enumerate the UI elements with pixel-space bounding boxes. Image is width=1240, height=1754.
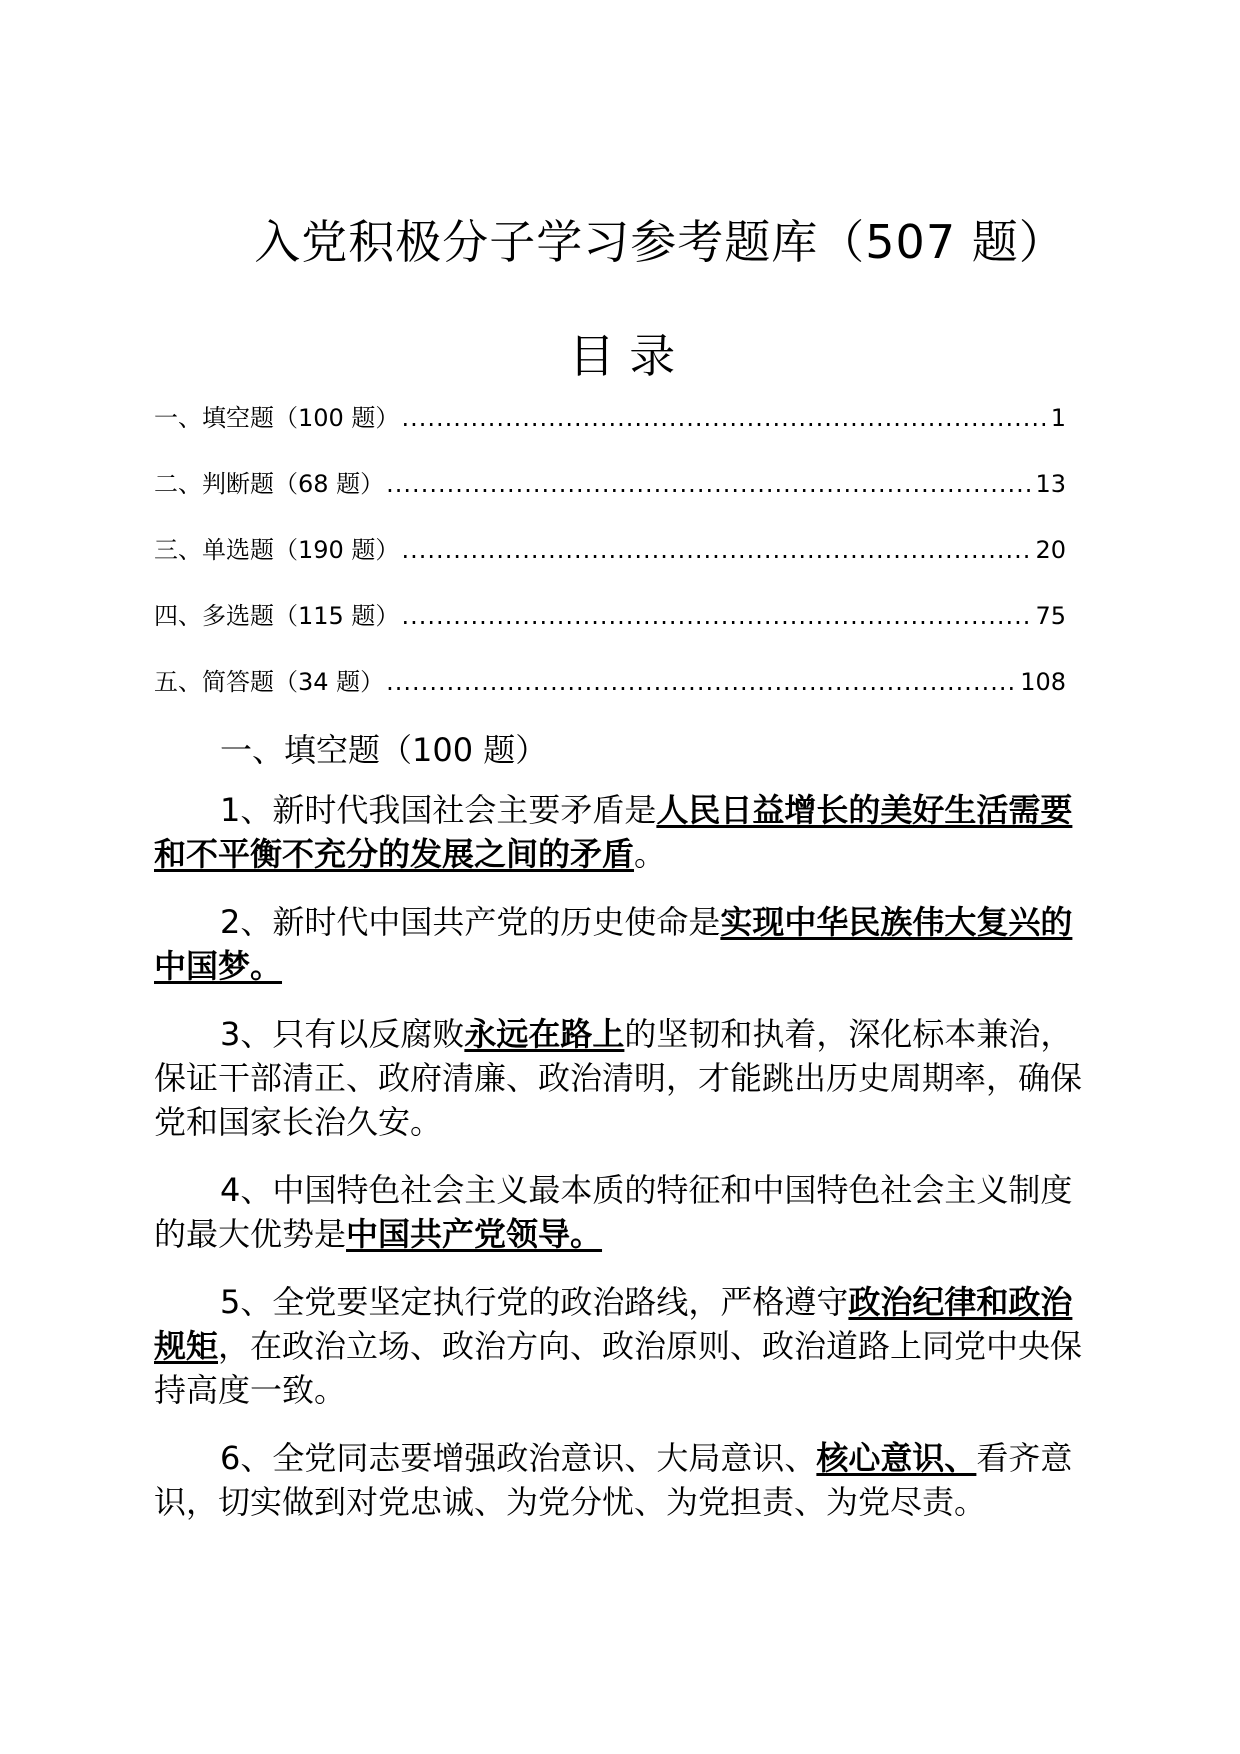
- toc-entry-label: 二、判断题（68 题）: [154, 470, 385, 498]
- answer-text: 中国共产党领导。: [346, 1215, 603, 1253]
- question-item: [154, 1012, 1088, 1144]
- toc-dot-leader: [386, 466, 1033, 502]
- toc-dot-leader: [401, 400, 1048, 436]
- toc-entry-page: 20: [1035, 536, 1066, 564]
- toc-dot-leader: [386, 664, 1018, 700]
- question-text: 2、新时代中国共产党的历史使命是: [220, 903, 721, 941]
- question-text-tail: 看齐意识，切实做到对党忠诚、为党分忧、为党担责、为党尽责。: [154, 1439, 1073, 1521]
- toc-entry-label: 四、多选题（115 题）: [154, 602, 400, 630]
- toc-dot-leader: [401, 598, 1033, 634]
- question-text: 6、全党同志要增强政治意识、大局意识、: [220, 1439, 817, 1477]
- toc-entry-label: 五、简答题（34 题）: [154, 668, 385, 696]
- question-item: [154, 1280, 1088, 1412]
- question-text: 3、只有以反腐败: [220, 1015, 465, 1053]
- toc-entry-page: 108: [1020, 668, 1066, 696]
- toc-entry-page: 13: [1035, 470, 1066, 498]
- section-heading: 一、填空题（100 题）: [220, 731, 548, 769]
- toc-dot-leader: [401, 532, 1033, 568]
- answer-text: 人民日益增长的美好生活需要和不平衡不充分的发展之间的矛盾: [154, 791, 1073, 873]
- answer-text: 核心意识、: [816, 1439, 977, 1477]
- answer-text: 政治纪律和政治规矩: [154, 1283, 1073, 1365]
- toc-heading: 目 录: [568, 329, 676, 383]
- question-text-tail: ，在政治立场、政治方向、政治原则、政治道路上同党中央保持高度一致。: [154, 1327, 1083, 1409]
- section-body: [154, 728, 1088, 1548]
- question-text-tail: 。: [634, 835, 667, 873]
- answer-text: 实现中华民族伟大复兴的中国梦。: [154, 903, 1073, 985]
- question-item: [154, 1168, 1088, 1256]
- toc-entry[interactable]: [154, 598, 1066, 664]
- toc-entry-page: 1: [1050, 404, 1066, 432]
- question-text: 1、新时代我国社会主要矛盾是: [220, 791, 657, 829]
- toc-entry-label: 三、单选题（190 题）: [154, 536, 400, 564]
- answer-text: 永远在路上: [464, 1015, 625, 1053]
- table-of-contents: [154, 400, 1066, 730]
- toc-entry[interactable]: [154, 532, 1066, 598]
- question-text-tail: 的坚韧和执着，深化标本兼治，保证干部清正、政府清廉、政治清明，才能跳出历史周期率，确保党和国家长治久安。: [154, 1015, 1083, 1141]
- question-text: 5、全党要坚定执行党的政治路线，严格遵守: [220, 1283, 849, 1321]
- toc-entry-label: 一、填空题（100 题）: [154, 404, 400, 432]
- question-item: [154, 900, 1088, 988]
- document-title: 入党积极分子学习参考题库（507 题）: [254, 215, 1066, 269]
- question-item: [154, 788, 1088, 876]
- toc-entry[interactable]: [154, 400, 1066, 466]
- toc-entry-page: 75: [1035, 602, 1066, 630]
- question-item: [154, 1436, 1088, 1524]
- toc-entry[interactable]: [154, 466, 1066, 532]
- question-text: 4、中国特色社会主义最本质的特征和中国特色社会主义制度的最大优势是: [154, 1171, 1073, 1253]
- toc-entry[interactable]: [154, 664, 1066, 730]
